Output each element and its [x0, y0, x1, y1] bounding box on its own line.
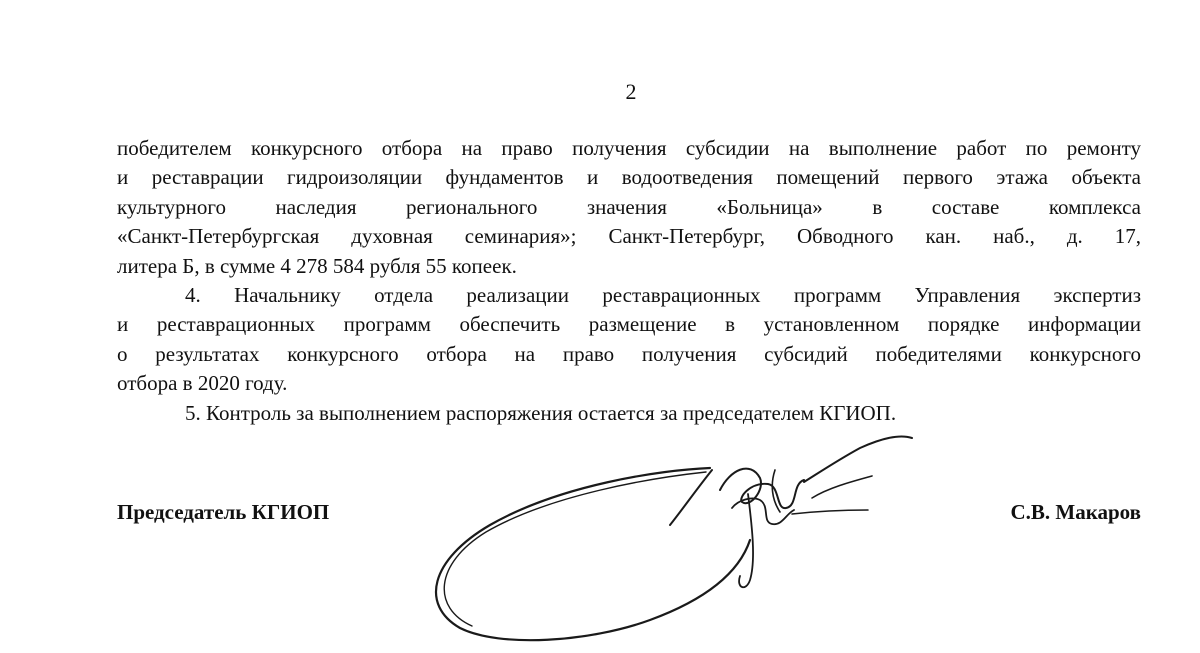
body-line: и реставрационных программ обеспечить размещение в установленном порядке информации	[117, 312, 1141, 337]
signatory-name: С.В. Макаров	[1010, 500, 1141, 524]
body-line-paragraph-5: 5. Контроль за выполнением распоряжения остается за председателем КГИОП.	[185, 400, 897, 425]
document-body	[117, 134, 1141, 428]
handwritten-signature	[420, 430, 920, 650]
body-line: победителем конкурсного отбора на право получения субсидии на выполнение работ по ремонту	[117, 136, 1141, 160]
body-line: о результатах конкурсного отбора на право получения субсидий победителями конкурсного	[117, 341, 1141, 366]
body-line-paragraph-4: 4. Начальнику отдела реализации реставрационных программ Управления экспертиз	[185, 282, 1141, 307]
body-line: литера Б, в сумме 4 278 584 рубля 55 копеек.	[117, 253, 517, 278]
body-line: «Санкт-Петербургская духовная семинария»; Санкт-Петербург, Обводного кан. наб., д. 17,	[117, 224, 1141, 249]
body-line: отбора в 2020 году.	[117, 371, 288, 396]
page-number: 2	[625, 79, 637, 104]
body-line: и реставрации гидроизоляции фундаментов и водоотведения помещений первого этажа объекта	[117, 165, 1141, 190]
signatory-title: Председатель КГИОП	[117, 500, 330, 524]
body-line: культурного наследия регионального значения «Больница» в составе комплекса	[117, 194, 1141, 219]
